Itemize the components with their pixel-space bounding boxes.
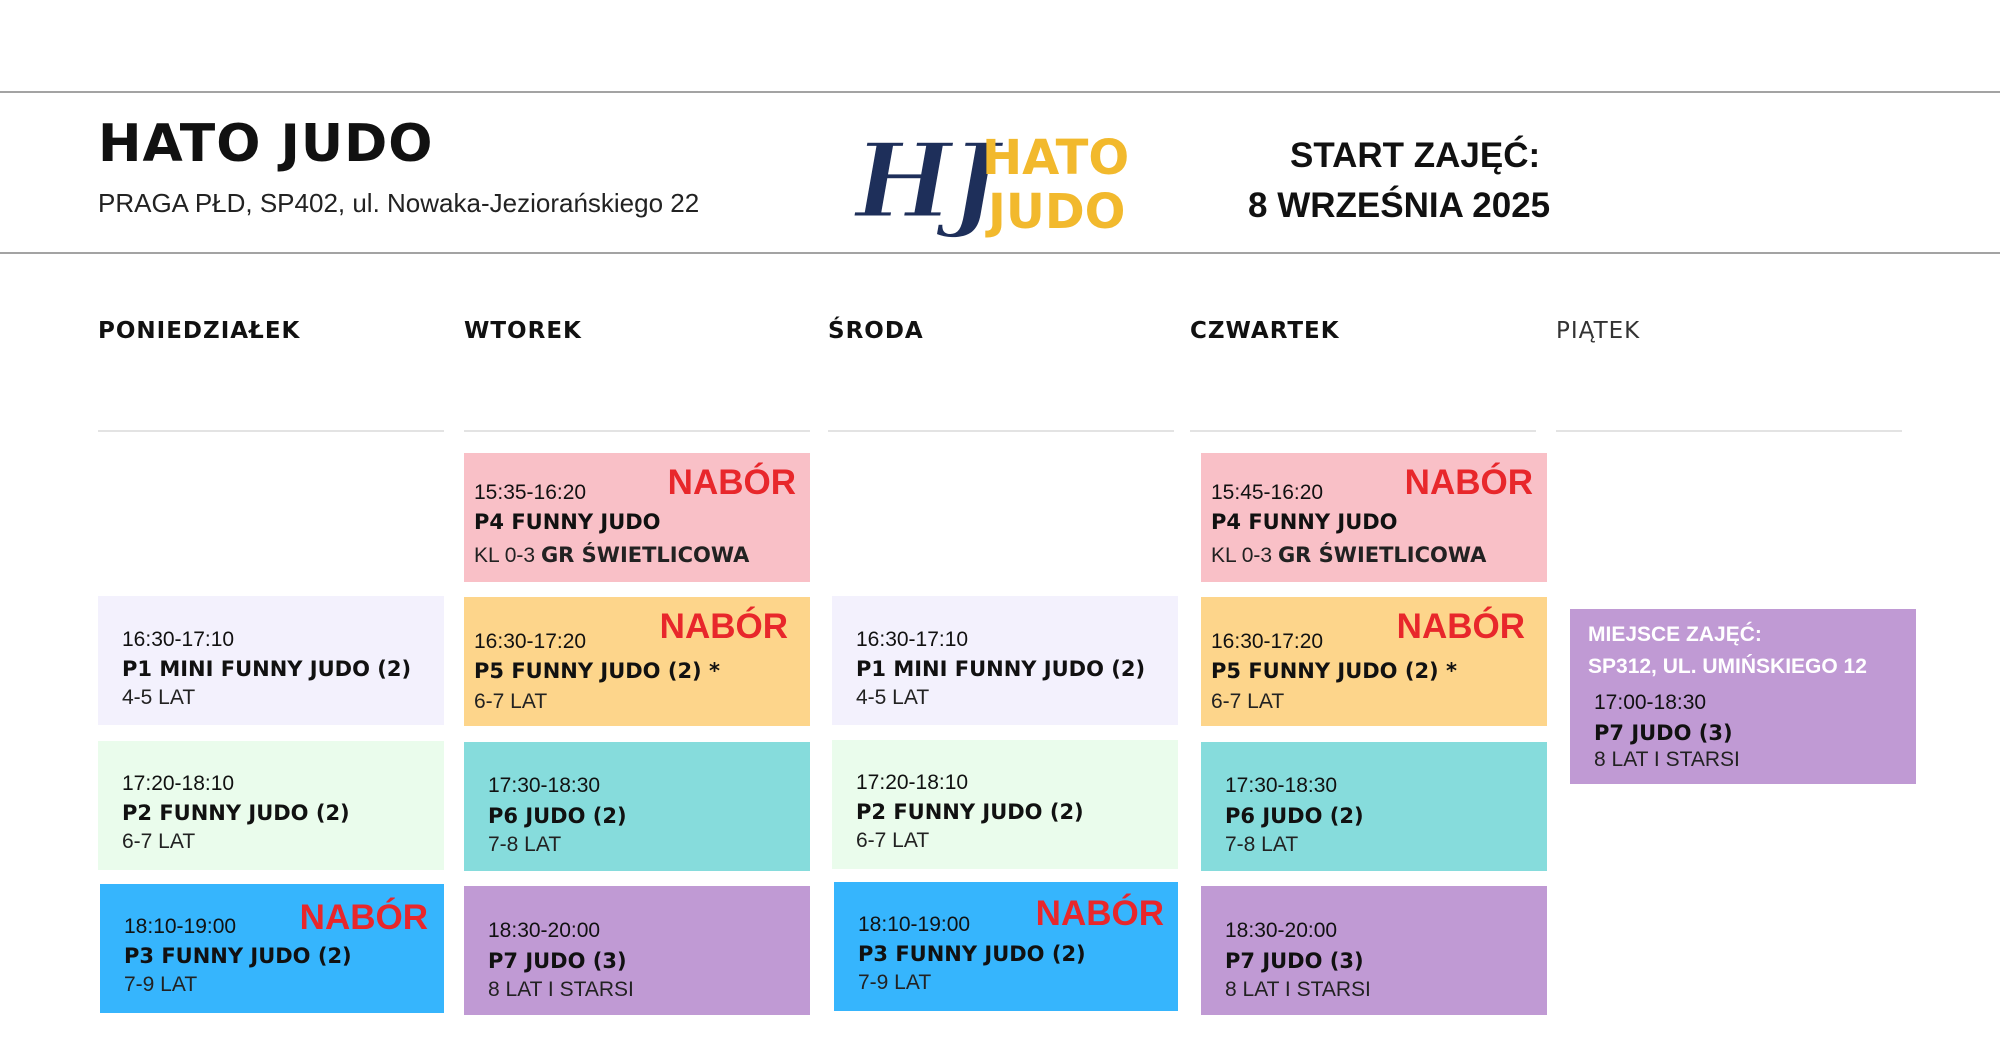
- class-card-tue-p4: [464, 453, 810, 582]
- class-age: 7-8 LAT: [488, 833, 562, 856]
- column-divider: [828, 430, 1174, 432]
- class-card-tue-p6: [464, 742, 810, 871]
- header-top-divider: [0, 91, 2000, 93]
- class-time: 18:10-19:00: [124, 915, 237, 938]
- class-age: 7-8 LAT: [1225, 833, 1299, 856]
- class-time: 16:30-17:20: [474, 630, 587, 653]
- class-time: 16:30-17:10: [122, 628, 235, 651]
- day-header-tuesday: WTOREK: [464, 318, 582, 344]
- class-grade: KL 0-3: [1211, 544, 1278, 567]
- class-age: 6-7 LAT: [1211, 690, 1285, 713]
- class-card-wed-p2: [832, 740, 1178, 869]
- class-name: P2 FUNNY JUDO (2): [122, 801, 350, 825]
- class-card-fri-p7: [1570, 609, 1916, 784]
- class-group: [1211, 543, 1486, 568]
- class-grade: KL 0-3: [474, 544, 541, 567]
- day-header-friday: PIĄTEK: [1556, 318, 1641, 344]
- class-card-mon-p1: [98, 596, 444, 725]
- class-age: 8 LAT I STARSI: [488, 978, 634, 1001]
- class-time: 16:30-17:20: [1211, 630, 1324, 653]
- class-age: 7-9 LAT: [858, 971, 932, 994]
- start-date: 8 WRZEŚNIA 2025: [1248, 186, 1551, 225]
- class-group-name: GR ŚWIETLICOWA: [540, 543, 750, 567]
- class-card-wed-p1: [832, 596, 1178, 725]
- class-time: 15:45-16:20: [1211, 481, 1324, 504]
- class-age: 8 LAT I STARSI: [1594, 748, 1740, 771]
- class-card-thu-p4: [1201, 453, 1547, 582]
- class-age: 4-5 LAT: [856, 686, 930, 709]
- class-name: P4 FUNNY JUDO: [474, 510, 661, 534]
- nabor-badge: NABÓR: [1396, 607, 1525, 646]
- class-name: P1 MINI FUNNY JUDO (2): [122, 657, 412, 681]
- class-name: P7 JUDO (3): [488, 949, 627, 973]
- column-divider: [464, 430, 810, 432]
- column-divider: [98, 430, 444, 432]
- class-time: 15:35-16:20: [474, 481, 587, 504]
- class-card-tue-p7: [464, 886, 810, 1015]
- nabor-badge: NABÓR: [667, 463, 796, 502]
- class-name: P6 JUDO (2): [1225, 804, 1364, 828]
- class-card-wed-p3: [834, 882, 1178, 1011]
- class-group: [474, 543, 749, 568]
- location-address: SP312, UL. UMIŃSKIEGO 12: [1588, 655, 1867, 678]
- class-card-mon-p2: [98, 741, 444, 870]
- class-name: P1 MINI FUNNY JUDO (2): [856, 657, 1146, 681]
- day-header-wednesday: ŚRODA: [828, 318, 924, 344]
- class-time: 17:30-18:30: [488, 774, 601, 797]
- class-age: 6-7 LAT: [856, 829, 930, 852]
- class-age: 6-7 LAT: [474, 690, 548, 713]
- class-name: P7 JUDO (3): [1225, 949, 1364, 973]
- page-title: HATO JUDO: [98, 114, 434, 174]
- class-name: P6 JUDO (2): [488, 804, 627, 828]
- class-name: P5 FUNNY JUDO (2) *: [474, 659, 720, 683]
- class-age: 6-7 LAT: [122, 830, 196, 853]
- class-time: 18:10-19:00: [858, 913, 971, 936]
- class-time: 18:30-20:00: [488, 919, 601, 942]
- class-card-tue-p5: [464, 597, 810, 726]
- column-divider: [1190, 430, 1536, 432]
- address: PRAGA PŁD, SP402, ul. Nowaka-Jeziorańskiego 22: [98, 188, 700, 218]
- day-header-thursday: CZWARTEK: [1190, 318, 1340, 344]
- class-group-name: GR ŚWIETLICOWA: [1277, 543, 1487, 567]
- hato-judo-logo: [843, 114, 1142, 244]
- class-name: P5 FUNNY JUDO (2) *: [1211, 659, 1457, 683]
- nabor-badge: NABÓR: [659, 607, 788, 646]
- class-card-thu-p5: [1201, 597, 1547, 726]
- class-name: P7 JUDO (3): [1594, 721, 1733, 745]
- class-card-thu-p7: [1201, 886, 1547, 1015]
- class-time: 16:30-17:10: [856, 628, 969, 651]
- start-label: START ZAJĘĆ:: [1290, 136, 1541, 175]
- nabor-badge: NABÓR: [1035, 894, 1164, 933]
- class-time: 17:20-18:10: [122, 772, 235, 795]
- class-age: 7-9 LAT: [124, 973, 198, 996]
- class-time: 18:30-20:00: [1225, 919, 1338, 942]
- class-age: 8 LAT I STARSI: [1225, 978, 1371, 1001]
- column-divider: [1556, 430, 1902, 432]
- nabor-badge: NABÓR: [1404, 463, 1533, 502]
- nabor-badge: NABÓR: [299, 898, 428, 937]
- class-name: P3 FUNNY JUDO (2): [858, 942, 1086, 966]
- header-bottom-divider: [0, 252, 2000, 254]
- day-header-monday: PONIEDZIAŁEK: [98, 318, 301, 344]
- location-label: MIEJSCE ZAJĘĆ:: [1588, 623, 1762, 646]
- class-card-thu-p6: [1201, 742, 1547, 871]
- class-name: P2 FUNNY JUDO (2): [856, 800, 1084, 824]
- class-time: 17:00-18:30: [1594, 691, 1707, 714]
- class-name: P4 FUNNY JUDO: [1211, 510, 1398, 534]
- logo-text-hato: HATO: [982, 130, 1130, 186]
- class-time: 17:30-18:30: [1225, 774, 1338, 797]
- class-name: P3 FUNNY JUDO (2): [124, 944, 352, 968]
- class-card-mon-p3: [100, 884, 444, 1013]
- logo-graphic: [843, 114, 1142, 244]
- logo-text-judo: JUDO: [988, 184, 1126, 240]
- logo-monogram: HJ: [843, 119, 1013, 242]
- class-age: 4-5 LAT: [122, 686, 196, 709]
- class-time: 17:20-18:10: [856, 771, 969, 794]
